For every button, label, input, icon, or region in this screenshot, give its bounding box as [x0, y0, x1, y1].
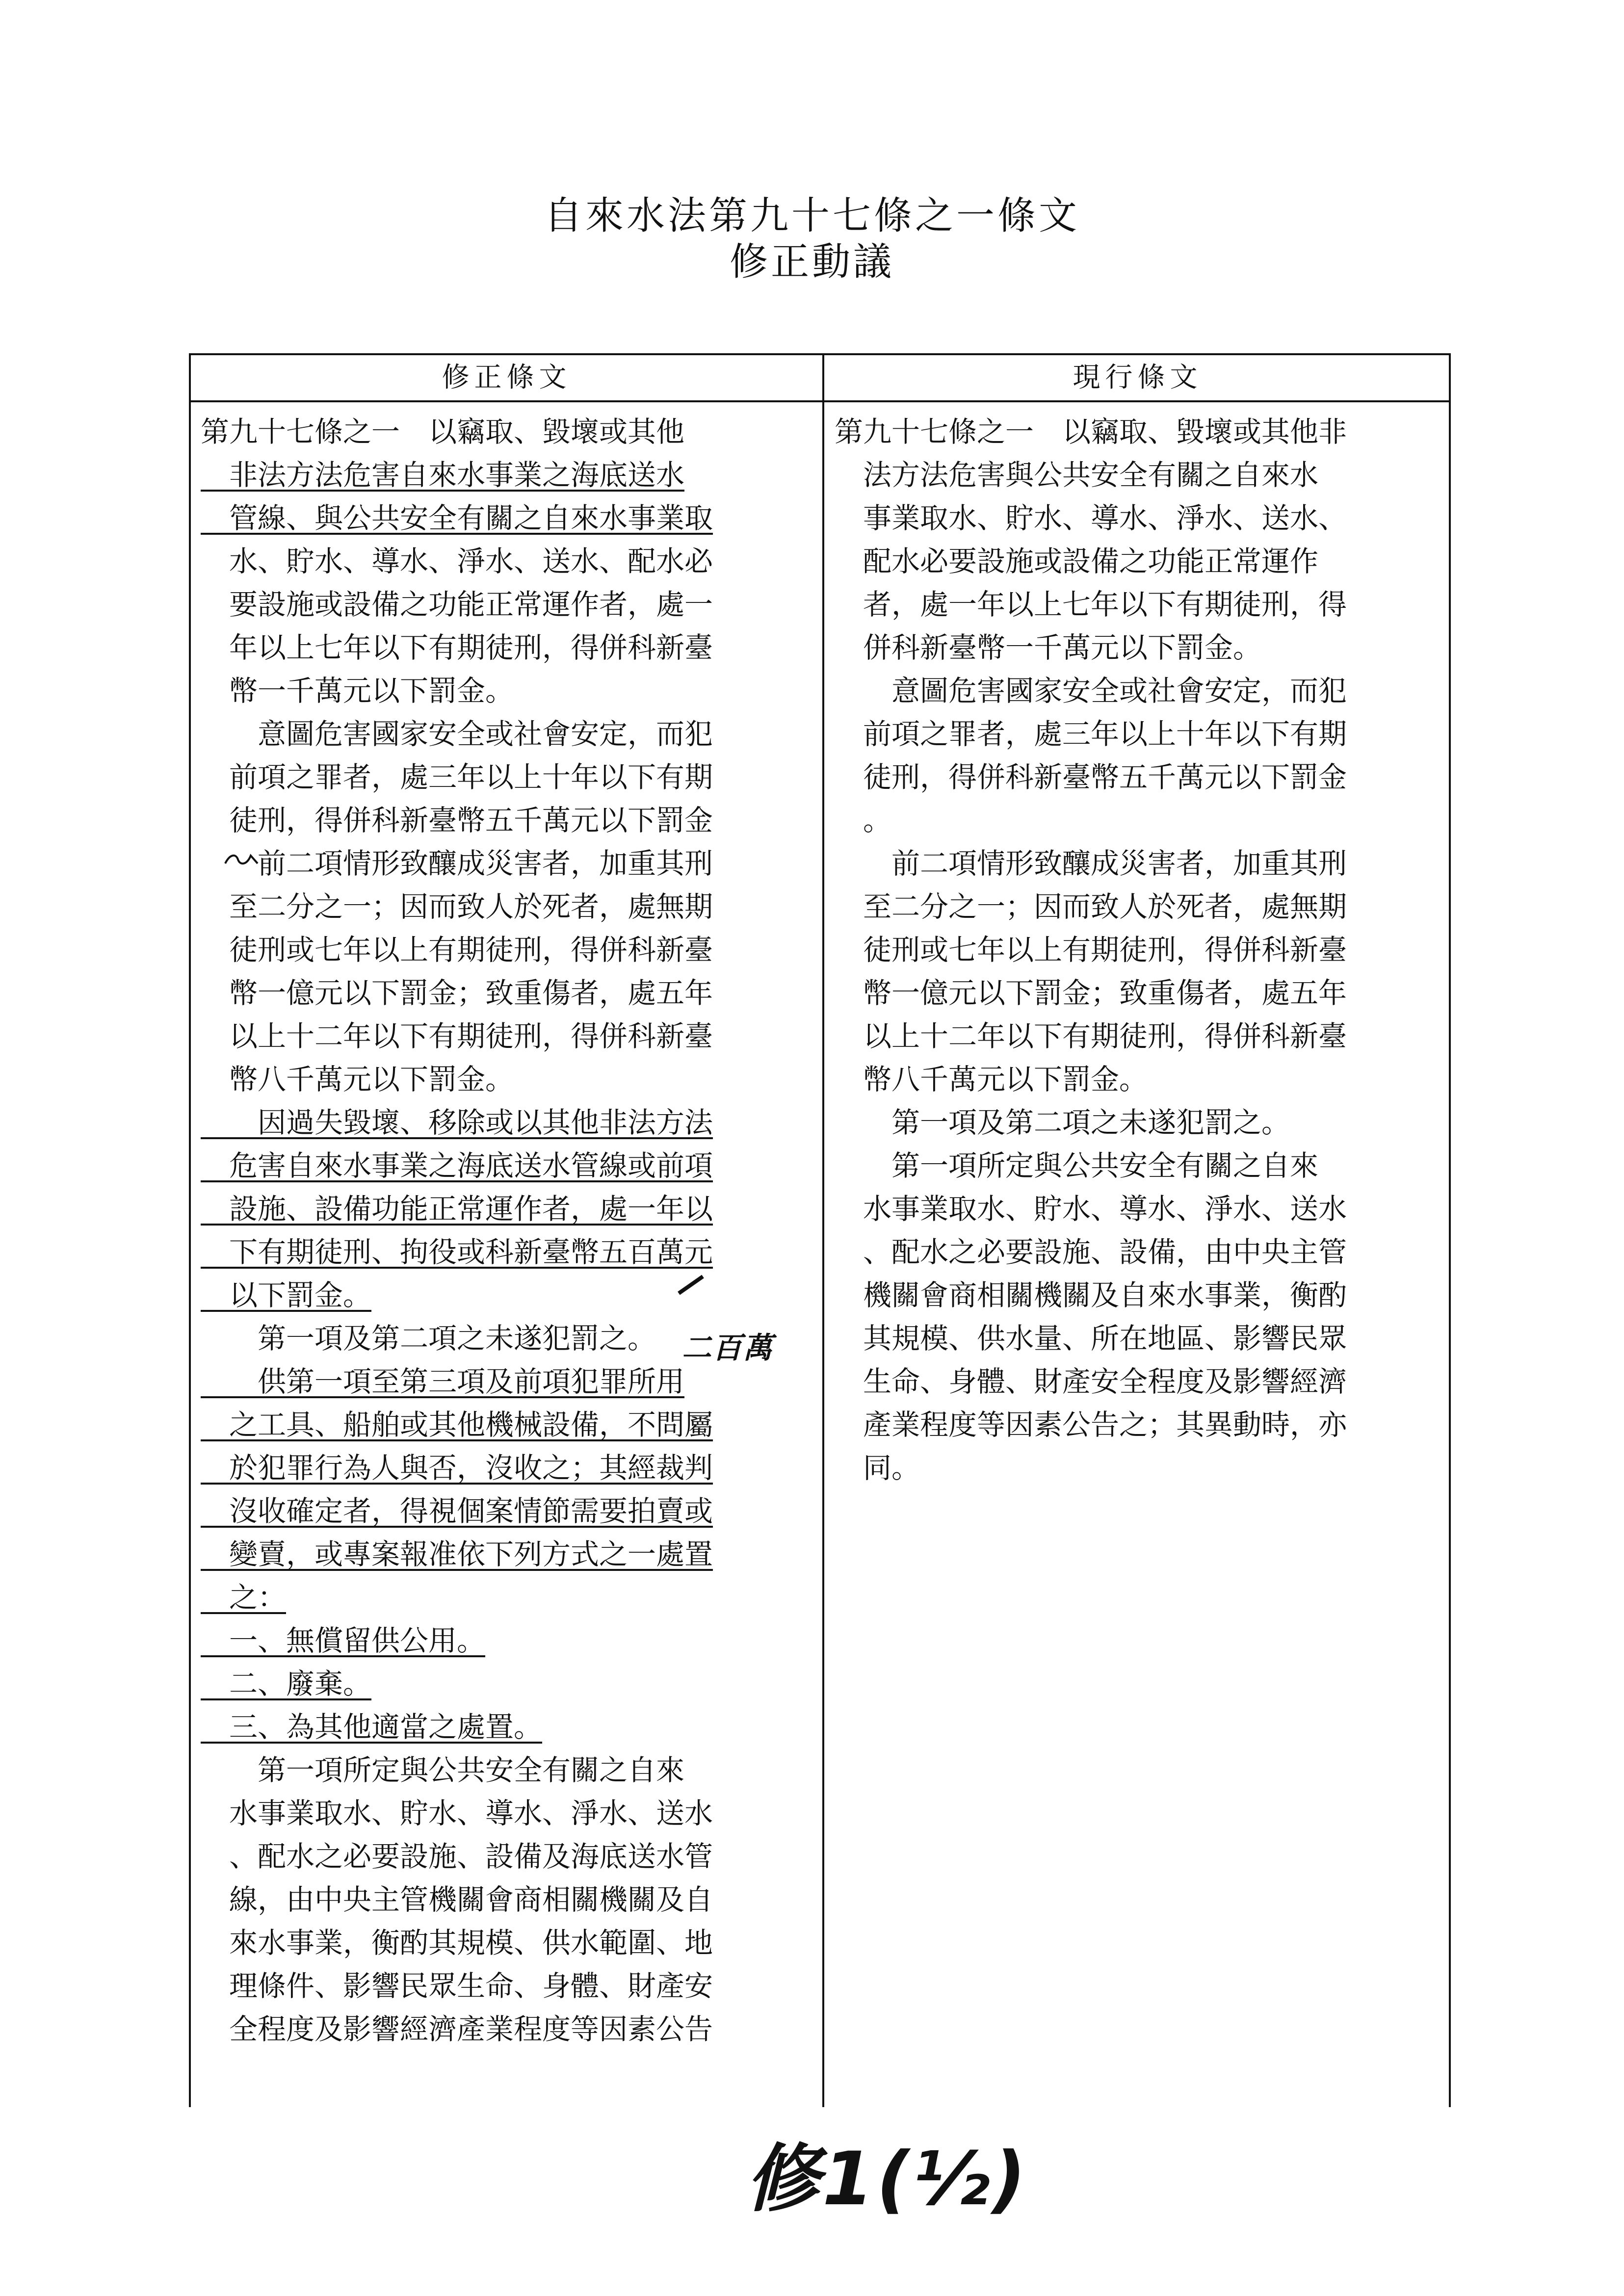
text-line: 第一項及第二項之未遂犯罰之。: [201, 1322, 656, 1355]
text-line: 意圖危害國家安全或社會安定，而犯: [201, 717, 713, 751]
text-line: 下有期徒刑、拘役或科新臺幣五百萬元: [201, 1235, 713, 1269]
text-line: 至二分之一；因而致人於死者，處無期: [201, 890, 713, 923]
scribble-icon: [223, 849, 262, 868]
text-line: 以上十二年以下有期徒刑，得併科新臺: [835, 1019, 1347, 1053]
text-line: 前二項情形致釀成災害者，加重其刑: [201, 847, 713, 880]
text-line: 第一項及第二項之未遂犯罰之。: [835, 1106, 1290, 1139]
text-line: 併科新臺幣一千萬元以下罰金。: [835, 631, 1262, 664]
amended-text-column: [201, 410, 814, 2051]
text-line: 全程度及影響經濟產業程度等因素公告: [201, 2012, 713, 2046]
text-line: 同。: [835, 1451, 920, 1485]
document-subtitle: 修正動議: [729, 240, 894, 284]
text-line: 管線、與公共安全有關之自來水事業取: [201, 501, 713, 535]
header-divider: [191, 400, 1449, 402]
text-line: 理條件、影響民眾生命、身體、財產安: [201, 1969, 713, 2003]
text-line: 二、廢棄。: [201, 1667, 372, 1700]
text-line: 、配水之必要設施、設備，由中央主管: [835, 1235, 1347, 1269]
text-line: 於犯罪行為人與否，沒收之；其經裁判: [201, 1451, 713, 1485]
text-line: 年以上七年以下有期徒刑，得併科新臺: [201, 631, 713, 664]
column-divider: [822, 355, 824, 2107]
text-line: 法方法危害與公共安全有關之自來水: [835, 458, 1319, 492]
text-line: 以下罰金。: [201, 1278, 372, 1312]
handwritten-page-number: 修1(½): [746, 2137, 1029, 2222]
text-line: 第一項所定與公共安全有關之自來: [835, 1149, 1319, 1182]
text-line: 水事業取水、貯水、導水、淨水、送水: [201, 1797, 713, 1830]
text-line: 沒收確定者，得視個案情節需要拍賣或: [201, 1494, 713, 1528]
text-line: 要設施或設備之功能正常運作者，處一: [201, 588, 713, 621]
text-line: 第九十七條之一 以竊取、毀壞或其他非: [835, 415, 1347, 448]
text-line: 以上十二年以下有期徒刑，得併科新臺: [201, 1019, 713, 1053]
text-line: 水、貯水、導水、淨水、送水、配水必: [201, 545, 713, 578]
text-line: 意圖危害國家安全或社會安定，而犯: [835, 674, 1347, 707]
text-line: 。: [835, 804, 892, 837]
text-line: 事業取水、貯水、導水、淨水、送水、: [835, 501, 1347, 535]
text-line: 來水事業，衡酌其規模、供水範圍、地: [201, 1926, 713, 1959]
text-line: 一、無償留供公用。: [201, 1624, 486, 1657]
text-line: 之工具、船舶或其他機械設備，不問屬: [201, 1408, 713, 1441]
text-line: 機關會商相關機關及自來水事業，衡酌: [835, 1278, 1347, 1312]
text-line: 非法方法危害自來水事業之海底送水: [201, 458, 685, 492]
text-line: 前二項情形致釀成災害者，加重其刑: [835, 847, 1347, 880]
text-line: 產業程度等因素公告之；其異動時，亦: [835, 1408, 1347, 1441]
text-line: 徒刑或七年以上有期徒刑，得併科新臺: [201, 933, 713, 966]
text-line: 徒刑，得併科新臺幣五千萬元以下罰金: [201, 804, 713, 837]
text-line: 之：: [201, 1581, 287, 1614]
text-line: 至二分之一；因而致人於死者，處無期: [835, 890, 1347, 923]
handwritten-amount-correction: 二百萬: [682, 1331, 773, 1365]
text-line: 幣一億元以下罰金；致重傷者，處五年: [835, 976, 1347, 1010]
document-title: 自來水法第九十七條之一條文: [544, 194, 1080, 238]
text-line: 徒刑或七年以上有期徒刑，得併科新臺: [835, 933, 1347, 966]
text-line: 徒刑，得併科新臺幣五千萬元以下罰金: [835, 760, 1347, 794]
text-line: 水事業取水、貯水、導水、淨水、送水: [835, 1192, 1347, 1226]
text-line: 其規模、供水量、所在地區、影響民眾: [835, 1322, 1347, 1355]
text-line: 因過失毀壞、移除或以其他非法方法: [201, 1106, 713, 1139]
text-line: 變賣，或專案報准依下列方式之一處置: [201, 1538, 713, 1571]
text-line: 危害自來水事業之海底送水管線或前項: [201, 1149, 713, 1182]
text-line: 第一項所定與公共安全有關之自來: [201, 1753, 685, 1787]
column-header-amended: 修正條文: [442, 362, 572, 393]
text-line: 幣八千萬元以下罰金。: [835, 1063, 1148, 1096]
text-line: 前項之罪者，處三年以上十年以下有期: [201, 760, 713, 794]
text-line: 幣一千萬元以下罰金。: [201, 674, 514, 707]
text-line: 幣一億元以下罰金；致重傷者，處五年: [201, 976, 713, 1010]
text-line: 前項之罪者，處三年以上十年以下有期: [835, 717, 1347, 751]
text-line: 、配水之必要設施、設備及海底送水管: [201, 1840, 713, 1873]
text-line: 三、為其他適當之處置。: [201, 1710, 543, 1744]
text-line: 第九十七條之一 以竊取、毀壞或其他: [201, 415, 685, 448]
column-header-current: 現行條文: [1073, 362, 1203, 393]
comparison-table: [189, 353, 1451, 2107]
text-line: 供第一項至第三項及前項犯罪所用: [201, 1365, 685, 1398]
text-line: 線，由中央主管機關會商相關機關及自: [201, 1883, 713, 1916]
text-line: 者，處一年以上七年以下有期徒刑，得: [835, 588, 1347, 621]
text-line: 生命、身體、財產安全程度及影響經濟: [835, 1365, 1347, 1398]
text-line: 配水必要設施或設備之功能正常運作: [835, 545, 1319, 578]
current-text-column: [835, 410, 1443, 1489]
text-line: 設施、設備功能正常運作者，處一年以: [201, 1192, 713, 1226]
text-line: 幣八千萬元以下罰金。: [201, 1063, 514, 1096]
handwritten-scribble-mark: [223, 844, 262, 875]
